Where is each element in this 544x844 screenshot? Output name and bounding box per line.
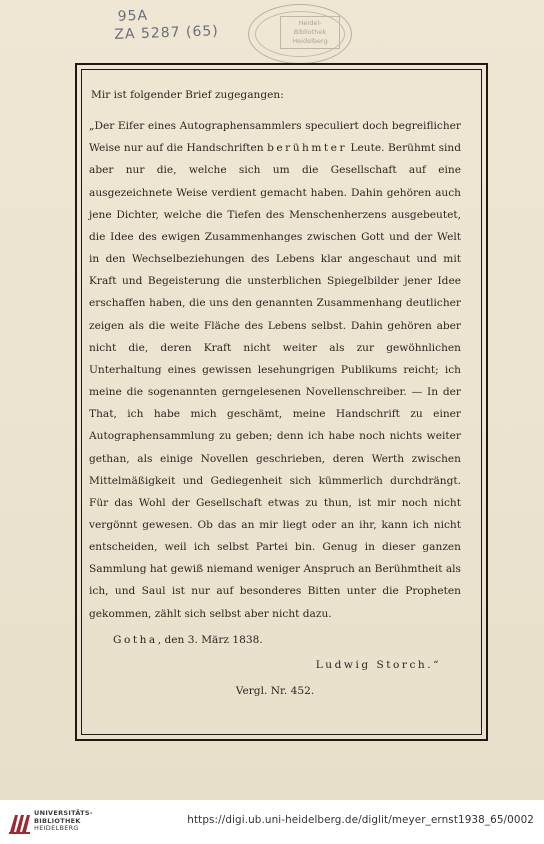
stamp-line-3: Heidelberg (292, 37, 328, 45)
library-name-line-1: UNIVERSITÄTS- (34, 809, 93, 817)
shelfmark-line-2: ZA 5287 (65) (114, 23, 220, 43)
stamp-box (280, 16, 340, 49)
university-library-logo-icon (6, 810, 32, 836)
letter-body-start: „Der Eifer eines Autographensammlers speculiert doch begreiflicher Weise nur auf die Handschriften (89, 120, 461, 155)
letter-signature: Ludwig Storch.“ (315, 658, 441, 671)
letter-text (89, 84, 461, 702)
letter-intro: Mir ist folgender Brief zugegangen: (91, 89, 284, 101)
viewer-footer (0, 800, 544, 844)
letter-body-rest: Leute. Berühmt sind aber nur die, welche sich um die Gesellschaft auf eine ausgezeichnete Weise verdient gemacht haben. Dahin gehören auch jene Dichter, welche die Tiefen des Menschenherzens ausgebeutet, die Idee des ewigen Zusammenhanges zwischen Gott und der Welt in den Wechselbeziehungen des Lebens klar angeschaut und mit Kraft und Begeisterung die unsterblichen Spiegelbilder jener Idee erschaffen haben, die uns den genannten Zusammenhang deutlicher zeigen als die weite Fläche des Lebens selbst. Dahin gehören aber nicht die, deren Kraft nicht weiter als zur gewöhnlichen Unterhaltung eines gewissen lesehungrigen Publikums reicht; ich meine die sogenannten gerngelesenen Novellenschreiber. — In der That, ich habe mich geschämt, meine Handschrift zu einer Autographensammlung zu geben; denn ich habe noch nichts weiter gethan, als einige Novellen geschrieben, deren Werth zwischen Mittelmäßigkeit und Gediegenheit sich kümmerlich durchdrängt. Für das Wohl der Gesellschaft etwas zu thun, ist mir noch nicht vergönnt gewesen. Ob das an mir liegt oder an ihr, kann ich nicht entscheiden, weil ich selbst Partei bin. Genug in dieser ganzen Sammlung hat gewiß niemand weniger Anspruch an Berühmtheit als ich, und Saul ist nur auf besonderes Bitten unter die Propheten gekommen, zählt sich selbst aber nicht dazu. (89, 142, 461, 620)
spaced-emphasis: berühmter (267, 142, 348, 155)
library-name-line-2: BIBLIOTHEK (34, 816, 81, 825)
cross-reference: Vergl. Nr. 452. (235, 685, 315, 698)
letter-body (89, 115, 461, 625)
library-stamp (248, 4, 352, 64)
date-rest: , den 3. März 1838. (157, 633, 263, 646)
stamp-line-1: Heidel- (298, 19, 322, 27)
permalink-url[interactable]: https://digi.ub.uni-heidelberg.de/diglit/meyer_ernst1938_65/0002 (187, 814, 534, 826)
library-name (34, 810, 93, 833)
date-place: Gotha (113, 633, 158, 646)
stamp-line-2: Bibliothek (293, 28, 327, 36)
handwritten-shelfmark (114, 4, 220, 43)
library-name-line-3: HEIDELBERG (34, 824, 79, 833)
letter-date (89, 629, 461, 651)
shelfmark-line-1: 95A (117, 7, 149, 25)
